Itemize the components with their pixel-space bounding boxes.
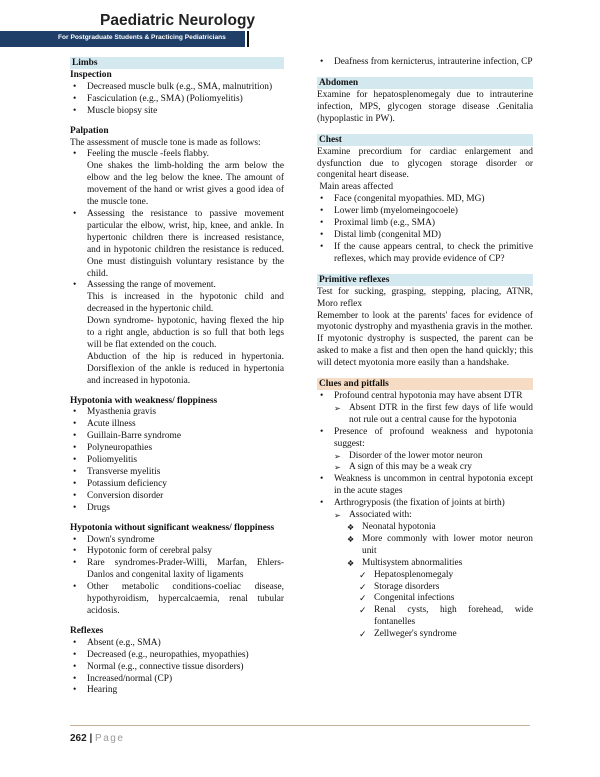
section-clues-heading: Clues and pitfalls	[317, 378, 533, 390]
hearing-continuation-list	[317, 57, 533, 69]
list-item: • Drugs	[70, 503, 284, 515]
list-item: • Face (congenital myopathies. MD, MG)	[317, 194, 533, 206]
section-primitive-reflexes-heading: Primitive reflexes	[317, 274, 533, 286]
list-item: • Lower limb (myelomeingocoele)	[317, 206, 533, 218]
list-item: • Rare syndromes-Prader-Willi, Marfan, Ehlers-Danlos and congenital laxity of ligaments	[70, 558, 284, 582]
section-chest-heading: Chest	[317, 134, 533, 146]
sub-list-item: ➢ Disorder of the lower motor neuron	[317, 451, 533, 463]
list-item: • Proximal limb (e.g., SMA)	[317, 218, 533, 230]
abdomen-text: Examine for hepatosplenomegaly due to intrauterine infection, MPS, glycogen storage disease .Genitalia (hypoplastic in PW).	[317, 89, 533, 124]
subtitle-bar	[0, 31, 245, 47]
list-item: • Polyneuropathies	[70, 443, 284, 455]
main-areas-label: Main areas affected	[317, 182, 394, 193]
list-item: • Fasciculation (e.g., SMA) (Poliomyelitis)	[70, 94, 284, 106]
left-column	[70, 57, 284, 697]
book-title: Paediatric Neurology	[100, 12, 256, 29]
list-item: • Increased/normal (CP)	[70, 674, 284, 686]
hypotonia-weakness-list	[70, 407, 284, 514]
palpation-continuation: One shakes the limb-holding the arm below the elbow and the leg below the knee. The amount of movement of the hand or wrist gives a good idea of the muscle tone.	[87, 161, 284, 208]
sub-list-item: ➢ Absent DTR in the first few days of life would not rule out a central cause for the hypotonia	[317, 403, 533, 427]
check-list-item: ✓ Zellweger's syndrome	[317, 629, 533, 641]
hypotonia-no-weakness-list	[70, 535, 284, 618]
footer-rule	[70, 725, 530, 726]
reflexes-heading: Reflexes	[70, 625, 104, 636]
primitive-paragraph: Remember to look at the parents' faces for evidence of myotonic dystrophy and myasthenia gravis in the mother.	[317, 310, 533, 333]
list-item: • Feeling the muscle -feels flabby.	[70, 149, 284, 161]
list-item: • Deafness from kernicterus, intrauterine infection, CP	[317, 57, 533, 69]
list-item: • Myasthenia gravis	[70, 407, 284, 419]
check-list-item: ✓ Renal cysts, high forehead, wide fontanelles	[317, 605, 533, 629]
list-item: • Distal limb (congenital MD)	[317, 230, 533, 242]
primitive-paragraph: Test for sucking, grasping, stepping, placing, ATNR, Moro reflex	[317, 286, 533, 309]
sub-list-item: ➢ Associated with:	[317, 510, 533, 522]
chest-list	[317, 194, 533, 265]
hypotonia-weakness-heading: Hypotonia with weakness/ floppiness	[70, 395, 218, 406]
sub-sub-list-item: ❖ Neonatal hypotonia	[317, 522, 533, 534]
check-list-item: ✓ Congenital infections	[317, 593, 533, 605]
list-item: • Guillain-Barre syndrome	[70, 431, 284, 443]
palpation-intro: The assessment of muscle tone is made as follows:	[70, 137, 261, 148]
page-header	[0, 0, 600, 50]
section-abdomen-heading: Abdomen	[317, 77, 533, 89]
inspection-list	[70, 82, 284, 118]
inspection-heading: Inspection	[70, 70, 112, 80]
list-item: • Muscle biopsy site	[70, 106, 284, 118]
list-item: • Down's syndrome	[70, 535, 284, 547]
check-list-item: ✓ Hepatosplenomegaly	[317, 570, 533, 582]
book-subtitle: For Postgraduate Students & Practicing Pediatricians	[58, 34, 226, 41]
right-column	[317, 57, 533, 641]
palpation-list	[70, 149, 284, 161]
section-limbs-heading: Limbs	[70, 57, 284, 69]
list-item: • Assessing the range of movement.	[70, 280, 284, 292]
palpation-list-2	[70, 209, 284, 292]
list-item: • Presence of profound weakness and hypotonia suggest:	[317, 427, 533, 451]
page-label: Page	[95, 733, 125, 744]
list-item: • Conversion disorder	[70, 491, 284, 503]
page-number: 262	[70, 733, 87, 744]
palpation-continuation: Down syndrome- hypotonic, having flexed the hip to a right angle, abduction is so full that both legs will be flat extended on the couch.	[87, 316, 284, 350]
list-item: • Poliomyelitis	[70, 455, 284, 467]
palpation-continuation: Abduction of the hip is reduced in hypertonia. Dorsiflexion of the ankle is reduced in hypertonia and increased in hypotonia.	[87, 351, 284, 386]
page-separator: |	[86, 733, 96, 744]
hypotonia-no-weakness-heading: Hypotonia without significant weakness/ floppiness	[70, 522, 275, 533]
list-item: • Potassium deficiency	[70, 479, 284, 491]
list-item: • Decreased (e.g., neuropathies, myopathies)	[70, 650, 284, 662]
list-item: • Hypotonic form of cerebral palsy	[70, 546, 284, 558]
chest-text: Examine precordium for cardiac enlargement and dysfunction due to glycogen storage disorder or congenital heart disease.	[317, 146, 533, 181]
list-item: • Normal (e.g., connective tissue disorders)	[70, 662, 284, 674]
list-item: • Decreased muscle bulk (e.g., SMA, malnutrition)	[70, 82, 284, 94]
sub-sub-list-item: ❖ Multisystem abnormalities	[317, 558, 533, 570]
check-list-item: ✓ Storage disorders	[317, 582, 533, 594]
list-item: • Other metabolic conditions-coeliac disease, hypothyroidism, hypercalcaemia, renal tubular acidosis.	[70, 582, 284, 618]
reflexes-list	[70, 638, 284, 698]
page-footer	[70, 728, 530, 746]
list-item: • Weakness is uncommon in central hypotonia except in the acute stages	[317, 474, 533, 498]
sub-list-item: ➢ A sign of this may be a weak cry	[317, 462, 533, 474]
header-divider	[247, 31, 249, 47]
list-item: • If the cause appears central, to check the primitive reflexes, which may provide evidence of CP?	[317, 242, 533, 266]
list-item: • Arthrogryposis (the fixation of joints at birth)	[317, 498, 533, 510]
list-item: • Assessing the resistance to passive movement particular the elbow, wrist, hip, knee, and ankle. In hypertonic children there is increased resistance, and in hypotonic children the resistance is reduced. One must distinguish voluntary resistance by the child.	[70, 209, 284, 280]
list-item: • Hearing	[70, 685, 284, 697]
list-item: • Acute illness	[70, 419, 284, 431]
list-item: • Transverse myelitis	[70, 467, 284, 479]
palpation-heading: Palpation	[70, 125, 109, 136]
clues-list	[317, 391, 533, 641]
primitive-paragraph: If myotonic dystrophy is suspected, the parent can be asked to make a fist and then open the hand quickly; this will detect myotonia more easily than a handshake.	[317, 334, 533, 369]
list-item: • Absent (e.g., SMA)	[70, 638, 284, 650]
palpation-continuation: This is increased in the hypotonic child and decreased in the hypertonic child.	[87, 292, 284, 315]
list-item: • Profound central hypotonia may have absent DTR	[317, 391, 533, 403]
sub-sub-list-item: ❖ More commonly with lower motor neuron unit	[317, 534, 533, 558]
